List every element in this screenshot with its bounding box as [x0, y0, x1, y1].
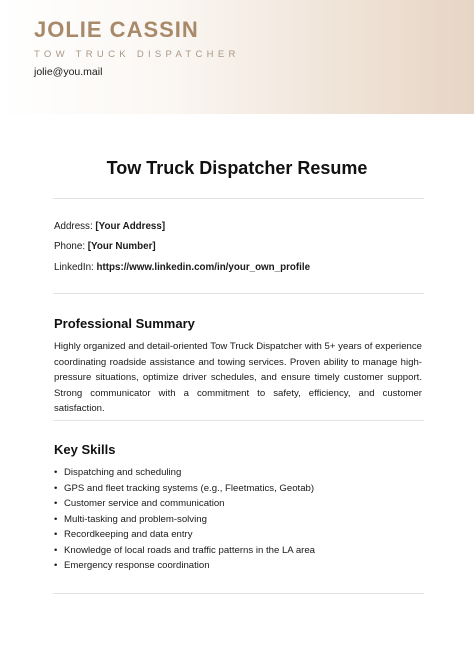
address-value: [Your Address] [95, 221, 166, 232]
linkedin-label: LinkedIn: [54, 262, 94, 273]
candidate-name: JOLIE CASSIN [34, 17, 199, 42]
summary-heading: Professional Summary [54, 316, 195, 331]
divider [53, 420, 424, 421]
divider [53, 593, 424, 594]
linkedin-line [54, 262, 310, 273]
phone-value: [Your Number] [87, 241, 156, 252]
document-title: Tow Truck Dispatcher Resume [106, 158, 368, 178]
skill-item: • Recordkeeping and data entry [54, 527, 315, 543]
phone-line [54, 241, 156, 252]
skills-heading: Key Skills [54, 442, 116, 457]
candidate-email: jolie@you.mail [34, 66, 103, 78]
skill-item: • GPS and fleet tracking systems (e.g., Fleetmatics, Geotab) [54, 481, 315, 497]
resume-header [0, 0, 474, 114]
skill-item: • Multi-tasking and problem-solving [54, 512, 315, 528]
candidate-role: TOW TRUCK DISPATCHER [34, 49, 240, 60]
phone-label: Phone: [54, 241, 86, 252]
summary-text: Highly organized and detail-oriented Tow Truck Dispatcher with 5+ years of experience coordinating roadside assistance and towing services. Proven ability to manage high-pressure situations, optimize driver schedules, and ensure timely customer support. Strong communicator with a commitment to safety, efficiency, and customer satisfaction. [54, 341, 422, 415]
skills-list [54, 465, 315, 574]
divider [53, 198, 424, 199]
address-line [54, 221, 165, 232]
divider [53, 293, 424, 294]
address-label: Address: [54, 221, 93, 232]
skill-item: • Emergency response coordination [54, 558, 315, 574]
skill-item: • Customer service and communication [54, 496, 315, 512]
skill-item: • Knowledge of local roads and traffic patterns in the LA area [54, 543, 315, 559]
linkedin-value[interactable]: https://www.linkedin.com/in/your_own_profile [96, 262, 311, 273]
skill-item: • Dispatching and scheduling [54, 465, 315, 481]
